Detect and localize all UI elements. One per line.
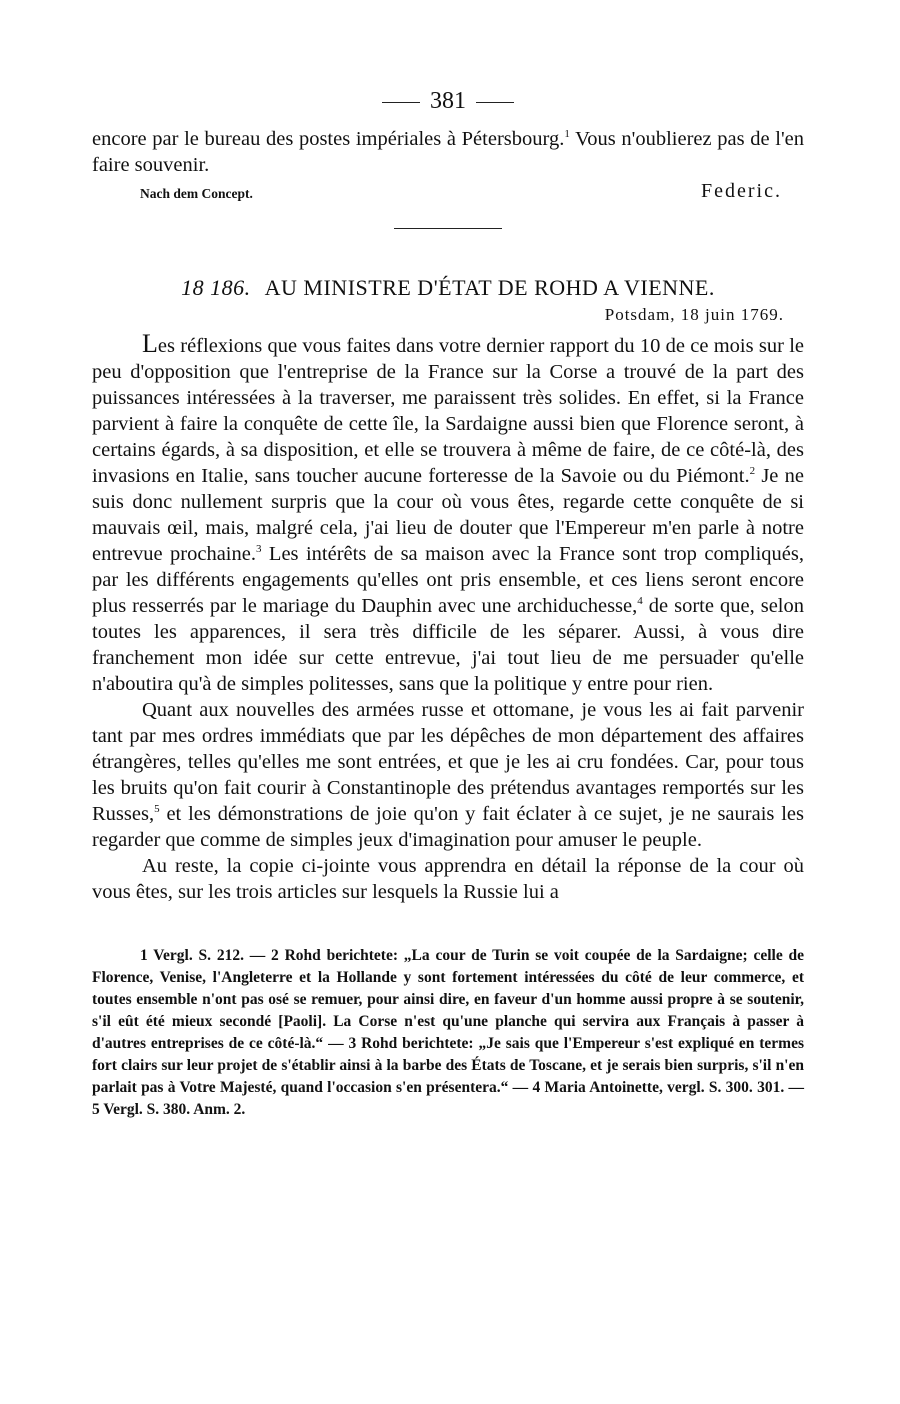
page-number-dash-right [476, 102, 514, 103]
carryover-text: encore par le bureau des postes impériales à Pétersbourg. [92, 128, 565, 150]
letter-title: AU MINISTRE D'ÉTAT DE ROHD A VIENNE. [264, 275, 715, 300]
page-number-line [92, 84, 804, 118]
p1-text-d: de sorte que, selon toutes les apparences, il sera très difficile de les séparer. Aussi, à vous dire franchement mon idée sur cette entrevue, j'ai tout lieu de me persuader qu'elle n'aboutira qu'à de simples politesses, sans que la politique y entre pour rien. [92, 595, 804, 695]
page-number: 381 [430, 88, 466, 114]
document-page [92, 84, 804, 1121]
p2-text-a: Quant aux nouvelles des armées russe et ottomane, je vous les ai fait parvenir tant par mes ordres immédiats que par les dépêches de mon département des affaires étrangères, telles qu'elles me sont entrées, et que je les ai cru fondées. Car, pour tous les bruits qu'on fait courir à Constantinople des prétendus avantages remportés sur les Russes, [92, 699, 804, 825]
carryover-text-2: Vous n'oublierez pas de l'en faire souvenir. [92, 128, 804, 176]
note-ref-2: 2 [749, 465, 756, 478]
letter-paragraph-1 [92, 331, 804, 697]
signature-row [92, 178, 804, 208]
p1-text-b: Je ne suis donc nullement surpris que la cour où vous êtes, regarde cette conquête de si mauvais œil, mais, malgré cela, j'ai lieu de douter que l'Empereur m'en parle à notre entrevue prochaine. [92, 465, 804, 565]
letter-heading [92, 275, 804, 301]
letter-paragraph-3: Au reste, la copie ci-jointe vous apprendra en détail la réponse de la cour où vous êtes, sur les trois articles sur lesquels la Russie lui a [92, 855, 804, 903]
carryover-paragraph [92, 126, 804, 178]
footnotes [92, 945, 804, 1121]
p1-text-a: es réflexions que vous faites dans votre dernier rapport du 10 de ce mois sur le peu d'opposition que l'entreprise de la France sur la Corse a trouvé de la part des puissances intéressées à la traverser, me paraissent très solides. En effet, si la France parvient à faire la conquête de cette île, la Sardaigne aussi bien que Florence seront, à certains égards, à sa disposition, et elle se trouvera à même de faire, de ce côté-là, des invasions en Italie, sans toucher aucune forteresse de la Savoie ou du Piémont. [92, 335, 804, 487]
section-divider [394, 228, 502, 229]
note-ref-3: 3 [255, 543, 262, 556]
p1-text-c: Les intérêts de sa maison avec la France sont trop compliqués, par les différents engagements qu'elles ont pris ensemble, et ces liens seront encore plus resserrés par le mariage du Dauphin avec une archiduchesse, [92, 543, 804, 617]
letter-dateline: Potsdam, 18 juin 1769. [604, 305, 784, 324]
letter-number: 18 186. [181, 275, 251, 300]
note-ref-1: 1 [564, 128, 570, 141]
initial-letter: L [142, 329, 158, 358]
concept-note: Nach dem Concept. [140, 186, 253, 201]
p2-text-b: et les démonstrations de joie qu'on y fait éclater à ce sujet, je ne saurais les regarder que comme de simples jeux d'imagination pour amuser le peuple. [92, 803, 804, 851]
letter-paragraph-2 [92, 697, 804, 853]
signature: Federic. [701, 180, 782, 202]
page-number-dash-left [382, 102, 420, 103]
note-ref-5: 5 [154, 803, 160, 816]
footnotes-text: 1 Vergl. S. 212. — 2 Rohd berichtete: „La cour de Turin se voit coupée de la Sardaigne; celle de Florence, Venise, l'Angleterre et la Hollande y sont fortement intéressées du côté de leur commerce, et toutes ensemble n'ont pas osé se remuer, pour ainsi dire, en faveur d'un homme aussi propre à se soutenir, s'il eût été mieux secondé [Paoli]. La Corse n'est qu'une planche qui servira aux Français à passer à d'autres entreprises de ce côté-là.“ — 3 Rohd berichtete: „Je sais que l'Empereur s'est expliqué en termes fort clairs sur leur projet de s'établir ainsi à la barbe des États de Toscane, et je serais bien surpris, s'il n'en parlait pas à Votre Majesté, quand l'occasion s'en présentera.“ — 4 Maria Antoinette, vergl. S. 300. 301. — 5 Vergl. S. 380. Anm. 2. [92, 947, 804, 1118]
note-ref-4: 4 [637, 595, 643, 608]
